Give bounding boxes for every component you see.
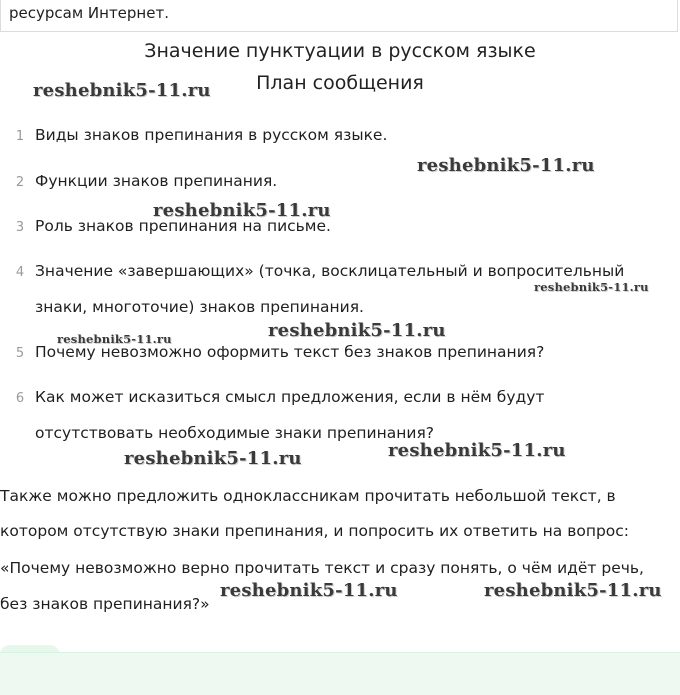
watermark: reshebnik5-11.ru bbox=[417, 155, 595, 176]
list-item-text: Почему невозможно оформить текст без знаков препинания? bbox=[35, 343, 545, 361]
watermark: reshebnik5-11.ru bbox=[534, 280, 649, 294]
watermark: reshebnik5-11.ru bbox=[268, 320, 446, 341]
watermark: reshebnik5-11.ru bbox=[124, 448, 302, 469]
list-item-number: 2 bbox=[15, 175, 25, 190]
paragraph-line: котором отсутствую знаки препинания, и попросить их ответить на вопрос: bbox=[0, 522, 630, 540]
list-item-text: Как может исказиться смысл предложения, если в нём будут bbox=[35, 388, 545, 406]
paragraph-line: «Почему невозможно верно прочитать текст и сразу понять, о чём идёт речь, bbox=[0, 559, 644, 577]
list-item-number: 4 bbox=[15, 265, 25, 280]
page-title: Значение пунктуации в русском языке bbox=[144, 40, 536, 62]
watermark: reshebnik5-11.ru bbox=[57, 332, 172, 346]
bottom-panel bbox=[0, 652, 680, 695]
list-item-text: Роль знаков препинания на письме. bbox=[35, 217, 331, 235]
list-item-number: 1 bbox=[15, 129, 25, 144]
top-text-box bbox=[0, 0, 678, 32]
list-item-text: отсутствовать необходимые знаки препинания? bbox=[35, 424, 435, 442]
list-item-text: Значение «завершающих» (точка, восклицательный и вопросительный bbox=[35, 262, 625, 280]
page-subtitle: План сообщения bbox=[256, 72, 424, 94]
watermark: reshebnik5-11.ru bbox=[33, 80, 211, 101]
watermark: reshebnik5-11.ru bbox=[153, 200, 331, 221]
paragraph-line: без знаков препинания?» bbox=[0, 595, 210, 613]
list-item-number: 5 bbox=[15, 346, 25, 361]
paragraph-line: Также можно предложить одноклассникам прочитать небольшой текст, в bbox=[0, 487, 616, 505]
list-item-text: Виды знаков препинания в русском языке. bbox=[35, 126, 388, 144]
list-item-text: Функции знаков препинания. bbox=[35, 172, 278, 190]
list-item-number: 6 bbox=[15, 391, 25, 406]
watermark: reshebnik5-11.ru bbox=[220, 580, 398, 601]
watermark: reshebnik5-11.ru bbox=[484, 580, 662, 601]
list-item-number: 3 bbox=[15, 220, 25, 235]
watermark: reshebnik5-11.ru bbox=[388, 440, 566, 461]
list-item-text: знаки, многоточие) знаков препинания. bbox=[35, 298, 364, 316]
top-text-fragment: ресурсам Интернет. bbox=[9, 4, 169, 22]
